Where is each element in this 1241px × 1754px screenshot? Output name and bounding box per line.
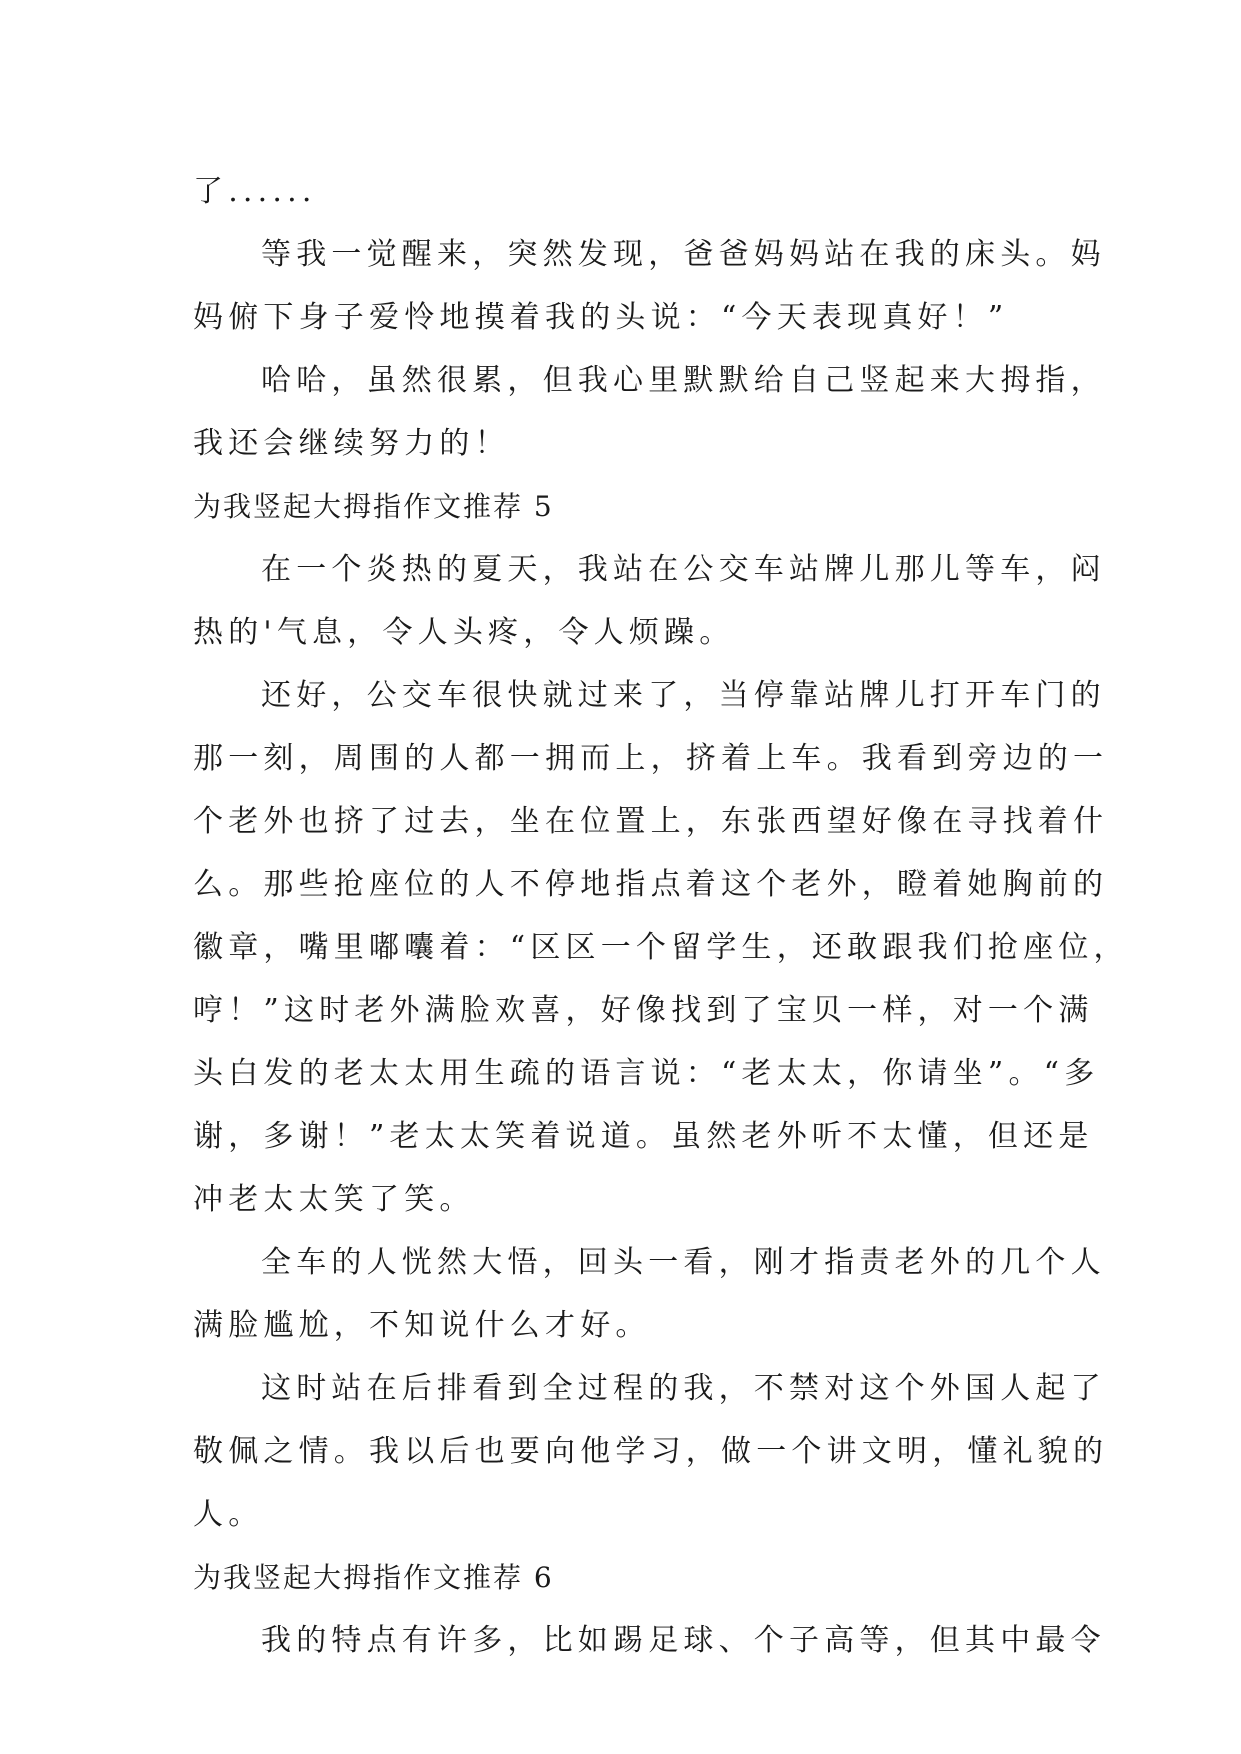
paragraph-start: 哈哈，虽然很累，但我心里默默给自己竖起来大拇指， [261, 363, 1106, 398]
text-line: 冲老太太笑了笑。 [193, 1182, 475, 1217]
text-line: 个老外也挤了过去，坐在位置上，东张西望好像在寻找着什 [193, 804, 1109, 839]
text-line: 了...... [193, 174, 317, 209]
document-page [193, 160, 1129, 1672]
text-line: 热的'气息，令人头疼，令人烦躁。 [193, 615, 735, 650]
text-line: 么。那些抢座位的人不停地指点着这个老外，瞪着她胸前的 [193, 867, 1109, 902]
text-line: 徽章，嘴里嘟囔着：“区区一个留学生，还敢跟我们抢座位， [193, 930, 1129, 965]
text-line: 我还会继续努力的！ [193, 426, 510, 461]
text-line: 头白发的老太太用生疏的语言说：“老太太，你请坐”。“多 [193, 1056, 1100, 1091]
paragraph-start: 在一个炎热的夏天，我站在公交车站牌儿那儿等车，闷 [261, 552, 1106, 587]
section-heading: 为我竖起大拇指作文推荐 6 [193, 1561, 554, 1594]
paragraph-start: 等我一觉醒来，突然发现，爸爸妈妈站在我的床头。妈 [261, 237, 1106, 272]
paragraph-start: 这时站在后排看到全过程的我，不禁对这个外国人起了 [261, 1371, 1106, 1406]
text-line: 人。 [193, 1497, 264, 1532]
text-line: 谢，多谢！”老太太笑着说道。虽然老外听不太懂，但还是 [193, 1119, 1094, 1154]
text-line: 那一刻，周围的人都一拥而上，挤着上车。我看到旁边的一 [193, 741, 1109, 776]
section-heading: 为我竖起大拇指作文推荐 5 [193, 490, 554, 523]
text-line: 敬佩之情。我以后也要向他学习，做一个讲文明，懂礼貌的 [193, 1434, 1109, 1469]
paragraph-start: 还好，公交车很快就过来了，当停靠站牌儿打开车门的 [261, 678, 1106, 713]
text-line: 妈俯下身子爱怜地摸着我的头说：“今天表现真好！” [193, 300, 1009, 335]
text-line: 哼！”这时老外满脸欢喜，好像找到了宝贝一样，对一个满 [193, 993, 1094, 1028]
paragraph-start: 我的特点有许多，比如踢足球、个子高等，但其中最令 [261, 1623, 1106, 1658]
text-line: 满脸尴尬，不知说什么才好。 [193, 1308, 651, 1343]
paragraph-start: 全车的人恍然大悟，回头一看，刚才指责老外的几个人 [261, 1245, 1106, 1280]
